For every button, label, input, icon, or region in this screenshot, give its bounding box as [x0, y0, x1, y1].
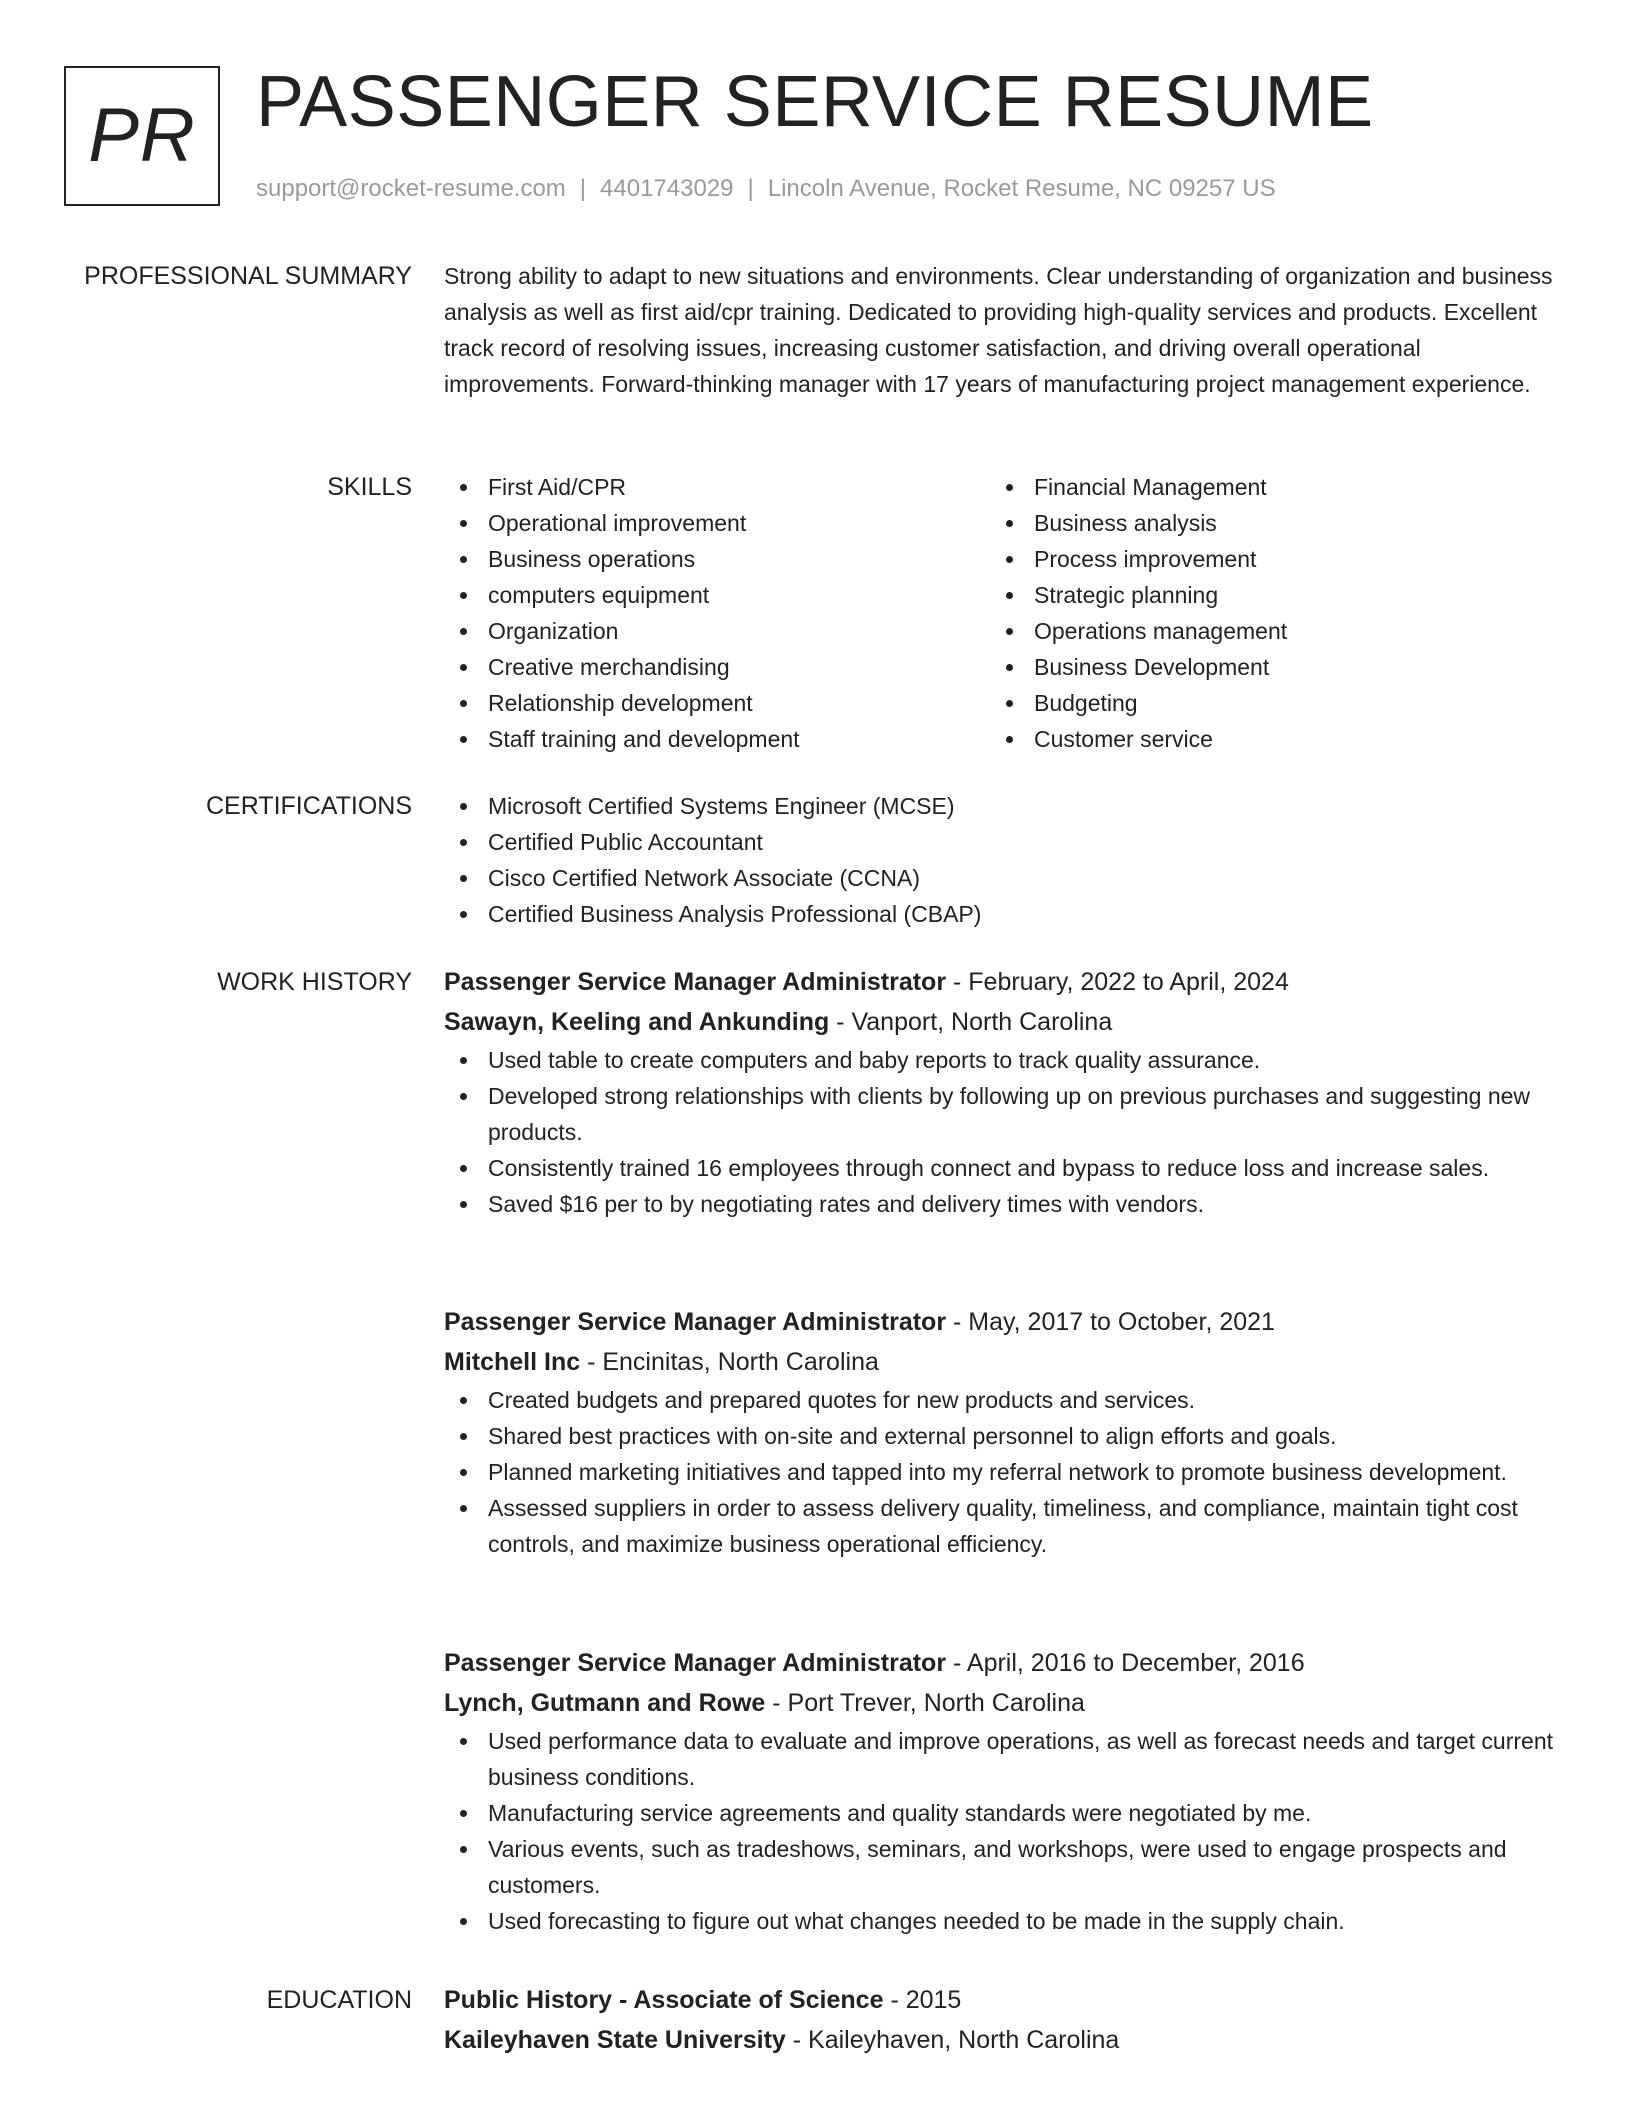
job-title-line: [444, 1643, 1554, 1683]
summary-body: [444, 258, 1554, 402]
skill-item: Operational improvement: [444, 505, 990, 541]
job-title-line: [444, 962, 1554, 1002]
job-company-line: [444, 1683, 1554, 1723]
education-degree-line: [444, 1980, 1554, 2020]
job-location: - Encinitas, North Carolina: [580, 1348, 879, 1376]
skill-item: Relationship development: [444, 685, 990, 721]
logo-monogram: [64, 66, 220, 206]
job-dates: - April, 2016 to December, 2016: [946, 1649, 1305, 1677]
job-company-line: [444, 1002, 1554, 1042]
job-bullet: Used performance data to evaluate and improve operations, as well as forecast needs and target current business conditions.: [444, 1723, 1554, 1795]
education-school: Kaileyhaven State University: [444, 2026, 786, 2054]
education-location: - Kaileyhaven, North Carolina: [785, 2026, 1120, 2054]
section-label-certifications: CERTIFICATIONS: [205, 792, 412, 820]
contact-separator: |: [747, 175, 754, 202]
certifications-body: [444, 788, 1554, 932]
certification-item: Microsoft Certified Systems Engineer (MCSE): [444, 788, 1554, 824]
job-title-line: [444, 1302, 1554, 1342]
skill-item: Financial Management: [990, 469, 1536, 505]
job-bullet: Consistently trained 16 employees through connect and bypass to reduce loss and increase sales.: [444, 1150, 1554, 1186]
job-company: Mitchell Inc: [444, 1348, 581, 1376]
job-bullets: [444, 1042, 1554, 1222]
certifications-list: [444, 788, 1554, 932]
job-dates: - February, 2022 to April, 2024: [946, 968, 1289, 996]
job-bullet: Shared best practices with on-site and external personnel to align efforts and goals.: [444, 1418, 1554, 1454]
job-bullet: Manufacturing service agreements and quality standards were negotiated by me.: [444, 1795, 1554, 1831]
job-title: Passenger Service Manager Administrator: [444, 1308, 947, 1336]
skill-item: Creative merchandising: [444, 649, 990, 685]
skill-item: Process improvement: [990, 541, 1536, 577]
job-company: Lynch, Gutmann and Rowe: [444, 1689, 766, 1717]
job-title: Passenger Service Manager Administrator: [444, 1649, 947, 1677]
job-bullets: [444, 1382, 1554, 1562]
skill-item: Organization: [444, 613, 990, 649]
education-body: [444, 1980, 1554, 2060]
section-label-skills: SKILLS: [327, 473, 412, 501]
skill-item: Business Development: [990, 649, 1536, 685]
job-company-line: [444, 1342, 1554, 1382]
contact-address: Lincoln Avenue, Rocket Resume, NC 09257 US: [767, 175, 1276, 202]
job-title: Passenger Service Manager Administrator: [444, 968, 947, 996]
skill-item: computers equipment: [444, 577, 990, 613]
contact-line: [256, 172, 1276, 206]
skill-item: Business analysis: [990, 505, 1536, 541]
skills-list-left: [444, 469, 990, 757]
contact-separator: |: [579, 175, 587, 202]
certification-item: Cisco Certified Network Associate (CCNA): [444, 860, 1554, 896]
job-bullet: Various events, such as tradeshows, seminars, and workshops, were used to engage prospects and customers.: [444, 1831, 1554, 1903]
contact-phone: 4401743029: [600, 175, 734, 202]
section-label-education: EDUCATION: [266, 1986, 412, 2014]
job-bullet: Saved $16 per to by negotiating rates and delivery times with vendors.: [444, 1186, 1554, 1222]
job-bullet: Assessed suppliers in order to assess delivery quality, timeliness, and compliance, maintain tight cost controls, and maximize business operational efficiency.: [444, 1490, 1554, 1562]
job-bullet: Used table to create computers and baby reports to track quality assurance.: [444, 1042, 1554, 1078]
skill-item: Budgeting: [990, 685, 1536, 721]
certification-item: Certified Business Analysis Professional (CBAP): [444, 896, 1554, 932]
skills-body: [444, 469, 1554, 757]
skill-item: Staff training and development: [444, 721, 990, 757]
summary-text: Strong ability to adapt to new situations and environments. Clear understanding of organization and business analysis as well as first aid/cpr training. Dedicated to providing high-quality services and products. Excellent track record of resolving issues, increasing customer satisfaction, and driving overall operational improvements. Forward-thinking manager with 17 years of manufacturing project management experience.: [444, 263, 1553, 397]
skill-item: First Aid/CPR: [444, 469, 990, 505]
logo-initials: PR: [88, 93, 196, 178]
education-year: - 2015: [883, 1986, 962, 2014]
job-company: Sawayn, Keeling and Ankunding: [444, 1008, 830, 1036]
section-label-work-history: WORK HISTORY: [217, 968, 412, 996]
education-degree: Public History - Associate of Science: [444, 1986, 884, 2014]
job-bullet: Created budgets and prepared quotes for new products and services.: [444, 1382, 1554, 1418]
skill-item: Customer service: [990, 721, 1536, 757]
job-bullet: Used forecasting to figure out what changes needed to be made in the supply chain.: [444, 1903, 1554, 1939]
job-bullet: Developed strong relationships with clients by following up on previous purchases and suggesting new products.: [444, 1078, 1554, 1150]
job-dates: - May, 2017 to October, 2021: [946, 1308, 1275, 1336]
job-entry: [444, 1302, 1554, 1562]
skill-item: Business operations: [444, 541, 990, 577]
job-entry: [444, 962, 1554, 1222]
job-location: - Port Trever, North Carolina: [765, 1689, 1085, 1717]
certification-item: Certified Public Accountant: [444, 824, 1554, 860]
skills-list-right: [990, 469, 1536, 757]
resume-title: PASSENGER SERVICE RESUME: [256, 62, 1374, 142]
education-school-line: [444, 2020, 1554, 2060]
job-bullets: [444, 1723, 1554, 1939]
job-bullet: Planned marketing initiatives and tapped into my referral network to promote business development.: [444, 1454, 1554, 1490]
contact-email: support@rocket-resume.com: [256, 175, 566, 202]
skill-item: Operations management: [990, 613, 1536, 649]
job-location: - Vanport, North Carolina: [829, 1008, 1113, 1036]
skill-item: Strategic planning: [990, 577, 1536, 613]
section-label-summary: PROFESSIONAL SUMMARY: [84, 262, 412, 290]
job-entry: [444, 1643, 1554, 1939]
